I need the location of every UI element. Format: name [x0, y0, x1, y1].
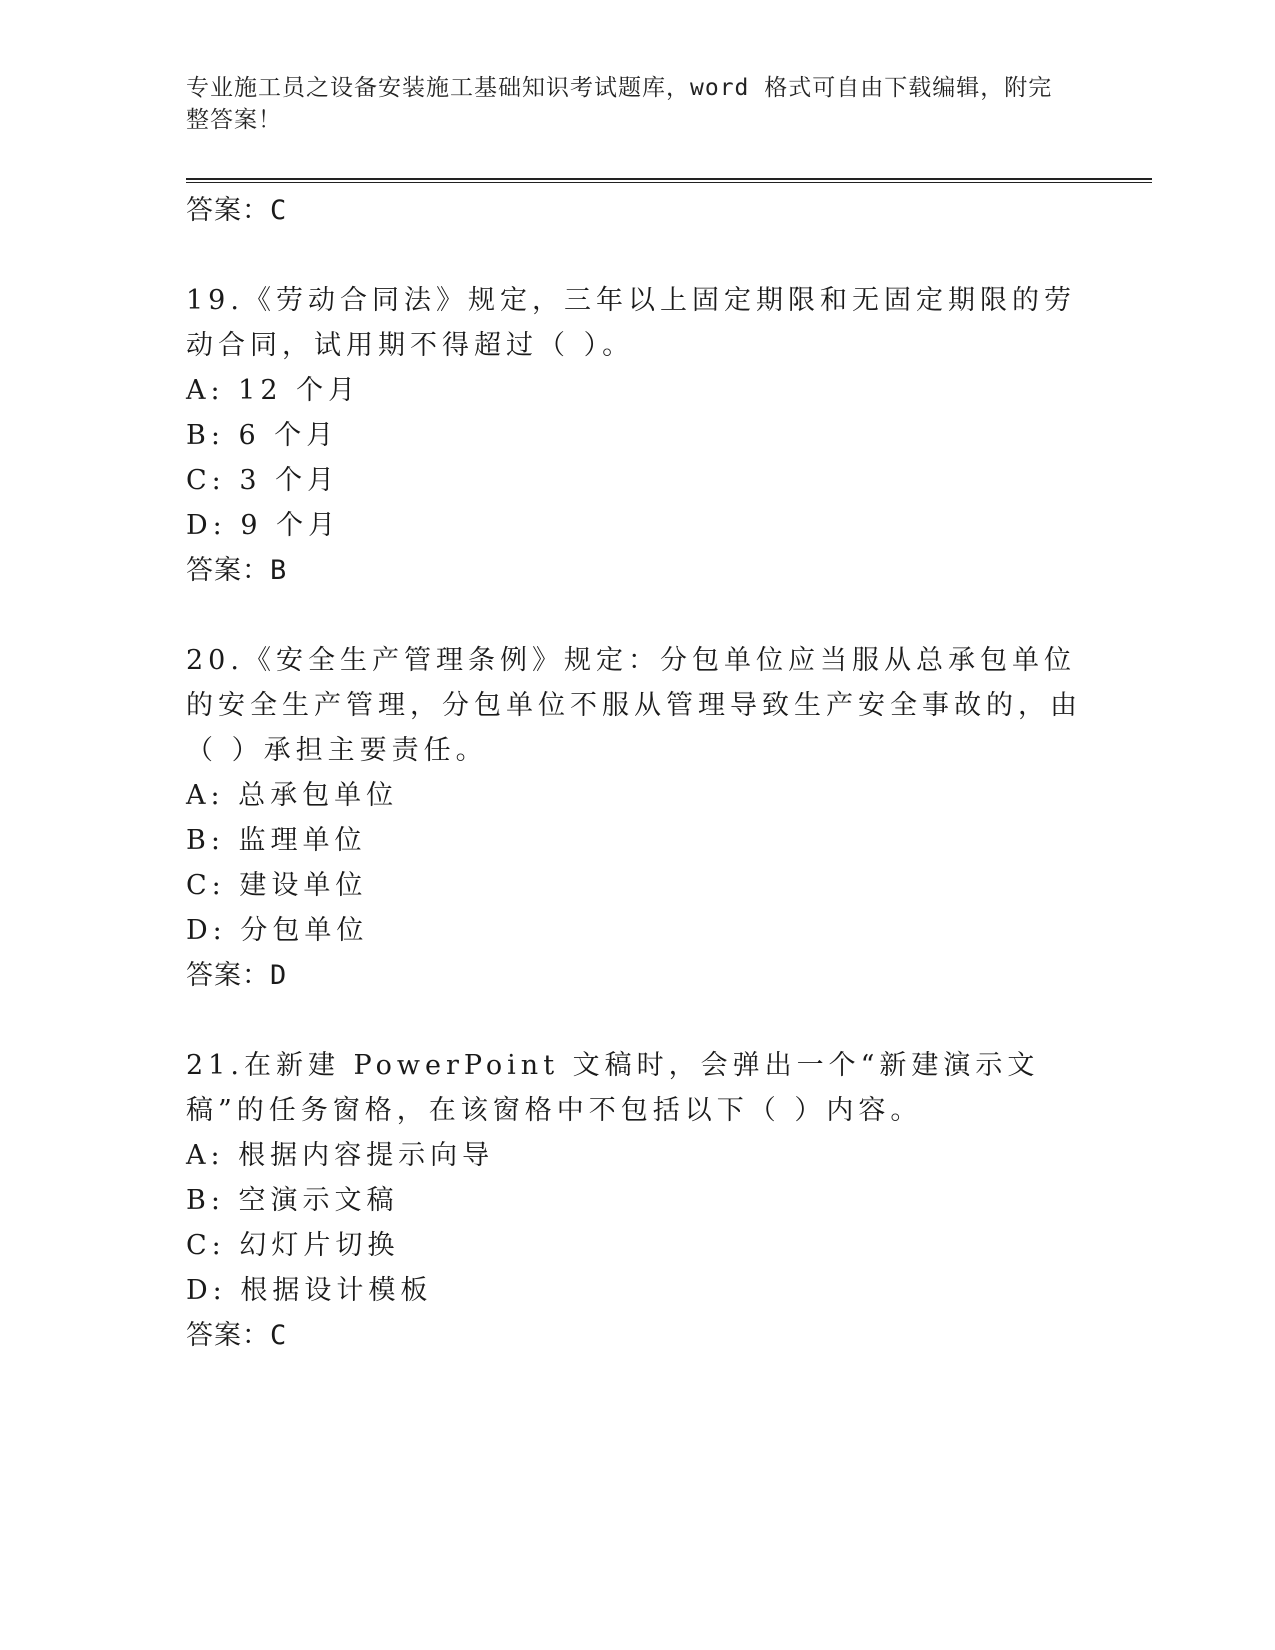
- option-a: A: 12 个月: [186, 375, 361, 406]
- option-b: B: 6 个月: [186, 420, 339, 451]
- question-list: [186, 188, 1086, 1359]
- question-answer: 答案：C: [186, 1320, 288, 1351]
- option-c: C: 幻灯片切换: [186, 1230, 400, 1261]
- header-divider: [186, 178, 1152, 180]
- question-stem: 21.在新建 PowerPoint 文稿时，会弹出一个“新建演示文稿”的任务窗格，在该窗格中不包括以下（ ）内容。: [186, 1050, 1040, 1126]
- option-b: B: 空演示文稿: [186, 1185, 399, 1216]
- option-a: A: 总承包单位: [186, 780, 399, 811]
- document-header: 专业施工员之设备安装施工基础知识考试题库，word 格式可自由下载编辑，附完整答案！: [186, 75, 1053, 133]
- previous-answer: 答案：C: [186, 195, 288, 226]
- question-20: [186, 638, 1086, 999]
- option-c: C: 建设单位: [186, 870, 368, 901]
- question-answer: 答案：B: [186, 555, 288, 586]
- question-19: [186, 278, 1086, 594]
- question-stem: 19.《劳动合同法》规定，三年以上固定期限和无固定期限的劳动合同，试用期不得超过（ ）。: [186, 285, 1076, 361]
- question-answer: 答案：D: [186, 960, 288, 991]
- option-d: D: 9 个月: [186, 510, 341, 541]
- option-c: C: 3 个月: [186, 465, 340, 496]
- option-d: D: 根据设计模板: [186, 1275, 433, 1306]
- option-a: A: 根据内容提示向导: [186, 1140, 495, 1171]
- question-stem: 20.《安全生产管理条例》规定：分包单位应当服从总承包单位的安全生产管理，分包单位不服从管理导致生产安全事故的，由（ ）承担主要责任。: [186, 645, 1082, 766]
- question-21: [186, 1043, 1086, 1359]
- option-d: D: 分包单位: [186, 915, 369, 946]
- option-b: B: 监理单位: [186, 825, 367, 856]
- header-divider-thin: [186, 182, 1152, 183]
